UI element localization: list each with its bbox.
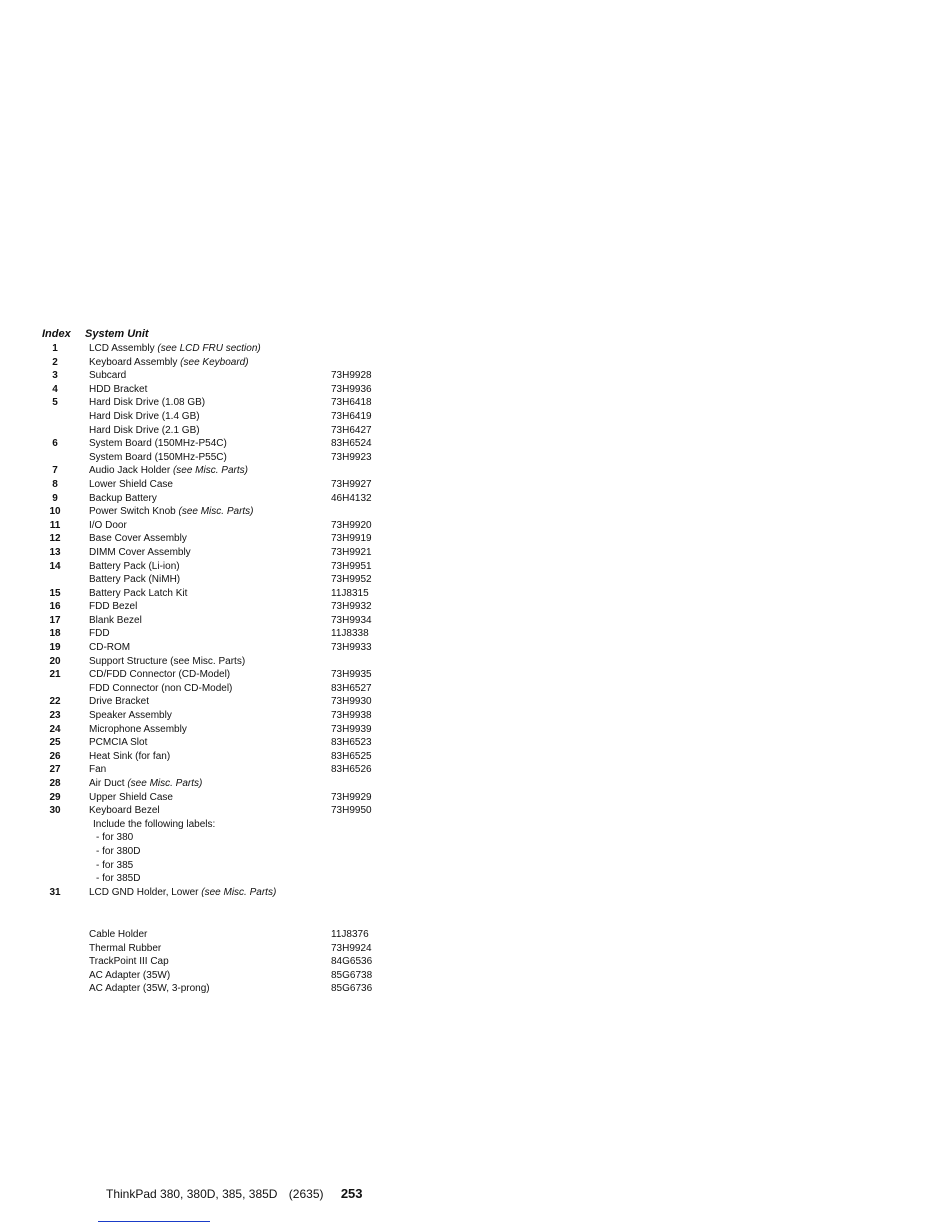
row-index: 7 [52,465,58,477]
table-row [0,532,420,546]
table-row [0,942,420,956]
table-row [0,969,420,983]
row-description [89,695,149,709]
row-index: 20 [49,655,61,667]
row-description [89,969,170,983]
row-description-text: PCMCIA Slot [89,737,148,749]
row-index: 25 [49,737,61,749]
row-part-number: 73H9952 [331,574,372,586]
row-description [89,763,106,777]
row-description [89,750,170,764]
row-description [89,478,173,492]
table-row [0,342,420,356]
row-description [89,587,187,601]
row-note: (see Misc. Parts) [172,465,248,477]
row-description [89,342,261,356]
row-description-text: Support Structure (see Misc. Parts) [89,655,246,667]
row-index: 13 [49,546,61,558]
row-description-text: Base Cover Assembly [89,533,187,545]
row-index: 12 [49,533,61,545]
table-row [0,763,420,777]
row-part-number: 73H9951 [331,560,372,572]
row-description [89,736,147,750]
row-description-text: Air Duct [89,778,125,789]
table-row [0,886,420,900]
table-row [0,424,420,438]
row-part-number: 73H6427 [331,424,372,436]
row-description [89,614,142,628]
table-row [0,982,420,996]
table-row [0,356,420,370]
table-row [0,383,420,397]
row-description-text: Drive Bracket [89,696,150,708]
row-description-text: Battery Pack Latch Kit [89,587,188,599]
row-part-number: 83H6525 [331,750,372,762]
row-part-number: 73H6418 [331,397,372,409]
row-description [96,831,133,845]
table-row [0,750,420,764]
row-description [89,492,157,506]
row-index: 1 [52,343,58,354]
row-description-text: DIMM Cover Assembly [89,546,191,558]
row-part-number: 73H9929 [331,791,372,803]
row-description-text: System Board (150MHz-P54C) [89,438,227,450]
row-part-number: 73H9950 [331,805,372,817]
row-description [89,928,147,942]
table-row [0,804,420,818]
row-description-text: Battery Pack (NiMH) [89,574,181,586]
table-row [0,723,420,737]
row-part-number: 83H6524 [331,438,372,450]
row-description [89,600,137,614]
table-row [0,614,420,628]
table-row [0,872,420,886]
row-description-text: CD-ROM [89,642,131,654]
table-row [0,859,420,873]
row-index: 26 [49,750,61,762]
row-index: 30 [49,805,61,817]
row-description [89,369,126,383]
row-description-text: Hard Disk Drive (2.1 GB) [89,424,200,436]
table-row [0,641,420,655]
table-row [0,928,420,942]
row-note: (see Misc. Parts) [127,778,203,789]
row-description [89,723,187,737]
row-index: 16 [49,601,61,613]
row-description-text: Subcard [89,370,127,382]
table-row [0,410,420,424]
row-index: 27 [49,764,61,776]
row-part-number: 46H4132 [331,492,372,504]
row-description-text: Lower Shield Case [89,478,173,490]
row-part-number: 73H9930 [331,696,372,708]
row-part-number: 73H9919 [331,533,372,545]
row-description [89,668,230,682]
footer-title: ThinkPad 380, 380D, 385, 385D [106,1187,278,1201]
row-description-text: Blank Bezel [89,614,142,626]
row-part-number: 73H9921 [331,546,372,558]
page-footer [106,1186,363,1201]
row-description-text: Speaker Assembly [89,710,172,722]
row-description [89,777,202,791]
row-description-text: Keyboard Assembly [89,356,178,368]
row-description-text: Backup Battery [89,492,157,504]
row-index: 3 [52,370,58,382]
footer-model: (2635) [288,1187,324,1201]
row-index: 15 [49,587,61,599]
row-description [93,818,215,832]
table-row [0,464,420,478]
row-description [89,451,227,465]
row-description [89,437,227,451]
row-description [89,627,110,641]
row-description-text: LCD Assembly [89,343,155,354]
row-description-text: CD/FDD Connector (CD-Model) [89,669,231,681]
table-row [0,600,420,614]
table-row [0,505,420,519]
table-row [0,451,420,465]
row-description-text: Thermal Rubber [89,942,162,954]
table-row [0,845,420,859]
row-description-text: - for 385D [96,873,141,885]
row-description-text: Include the following labels: [93,818,216,830]
table-row [0,587,420,601]
row-description [89,383,147,397]
row-description-text: Upper Shield Case [89,791,173,803]
row-description-text: Fan [89,764,107,776]
row-part-number: 11J8315 [331,587,369,599]
row-note: (see Keyboard) [180,356,249,368]
row-part-number: 73H9933 [331,642,372,654]
row-index: 19 [49,642,61,654]
table-row [0,519,420,533]
row-description-text: Hard Disk Drive (1.08 GB) [89,397,206,409]
row-description [89,396,205,410]
table-row [0,831,420,845]
table-row [0,627,420,641]
page-number: 253 [340,1186,363,1201]
row-description-text: Microphone Assembly [89,723,187,735]
row-index: 29 [49,791,61,803]
row-index: 23 [49,710,61,722]
row-part-number: 73H9924 [331,942,372,954]
row-description [89,682,232,696]
row-index: 18 [49,628,61,640]
table-row [0,709,420,723]
row-description [89,804,160,818]
row-description [89,546,191,560]
row-part-number: 83H6526 [331,764,372,776]
row-description [89,655,245,669]
row-description [89,942,161,956]
row-description-text: TrackPoint III Cap [89,956,169,968]
row-part-number: 73H9934 [331,614,372,626]
row-description [89,791,173,805]
table-row [0,546,420,560]
row-description-text: HDD Bracket [89,383,148,395]
row-index: 2 [52,356,58,368]
table-row [0,655,420,669]
row-index: 4 [52,383,58,395]
table-row [0,668,420,682]
row-description [89,982,210,996]
row-index: 10 [49,506,61,518]
row-part-number: 11J8376 [331,929,369,940]
table-row [0,396,420,410]
row-part-number: 83H6527 [331,682,372,694]
row-description-text: Power Switch Knob [89,506,176,518]
row-index: 28 [49,778,61,789]
row-description [89,886,276,900]
row-index: 17 [49,614,61,626]
row-description-text: Audio Jack Holder [89,465,171,477]
row-description [96,872,140,886]
row-description [89,709,172,723]
table-row [0,736,420,750]
row-note: (see Misc. Parts) [178,506,254,518]
table-row [0,695,420,709]
row-description-text: - for 380 [96,832,134,844]
row-index: 11 [49,519,61,531]
row-part-number: 73H9932 [331,601,372,613]
row-description [96,845,140,859]
row-description-text: I/O Door [89,519,127,531]
parts-table [0,342,420,899]
row-index: 8 [52,478,58,490]
row-description-text: Keyboard Bezel [89,805,160,817]
row-description [89,356,249,370]
table-row [0,437,420,451]
row-index: 9 [52,492,58,504]
index-column-header: Index [42,328,71,340]
table-row [0,492,420,506]
row-part-number: 73H6419 [331,410,372,422]
row-part-number: 73H9920 [331,519,372,531]
row-description [89,955,169,969]
row-part-number: 85G6738 [331,969,373,981]
row-description-text: - for 385 [96,859,134,871]
row-note: (see LCD FRU section) [157,343,261,354]
row-description [89,505,254,519]
table-row [0,955,420,969]
row-part-number: 84G6536 [331,956,373,968]
row-index: 31 [49,886,61,898]
row-description [89,410,200,424]
row-part-number: 73H9923 [331,451,372,463]
row-part-number: 73H9938 [331,710,372,722]
table-row [0,478,420,492]
row-note: (see Misc. Parts) [201,886,277,898]
row-description-text: LCD GND Holder, Lower [89,886,199,898]
row-description-text: FDD Connector (non CD-Model) [89,682,233,694]
row-description-text: FDD [89,628,110,640]
row-description [89,560,180,574]
table-row [0,818,420,832]
table-row [0,573,420,587]
row-index: 24 [49,723,61,735]
row-description-text: Heat Sink (for fan) [89,750,171,762]
row-description-text: FDD Bezel [89,601,138,613]
row-description-text: Cable Holder [89,929,148,940]
row-part-number: 73H9936 [331,383,372,395]
table-row [0,777,420,791]
row-part-number: 73H9928 [331,370,372,382]
row-part-number: 73H9927 [331,478,372,490]
table-row [0,560,420,574]
row-description-text: AC Adapter (35W, 3-prong) [89,983,210,995]
row-description [89,519,127,533]
row-description [89,532,187,546]
row-part-number: 11J8338 [331,628,369,640]
row-description-text: AC Adapter (35W) [89,969,171,981]
row-part-number: 85G6736 [331,983,373,995]
row-index: 21 [49,669,61,681]
row-index: 6 [52,438,58,450]
row-description [89,573,180,587]
row-part-number: 73H9939 [331,723,372,735]
row-description [89,641,130,655]
table-row [0,791,420,805]
row-description-text: - for 380D [96,845,141,857]
row-description-text: Battery Pack (Li-ion) [89,560,180,572]
additional-parts-table [0,928,420,996]
row-description-text: System Board (150MHz-P55C) [89,451,227,463]
row-index: 5 [52,397,58,409]
row-description [89,424,200,438]
table-row [0,682,420,696]
row-description [96,859,133,873]
table-row [0,369,420,383]
row-index: 22 [49,696,61,708]
link-underline[interactable] [98,1221,210,1222]
row-index: 14 [49,560,61,572]
row-part-number: 73H9935 [331,669,372,681]
section-title: System Unit [85,328,149,340]
row-description-text: Hard Disk Drive (1.4 GB) [89,410,200,422]
row-part-number: 83H6523 [331,737,372,749]
row-description [89,464,248,478]
